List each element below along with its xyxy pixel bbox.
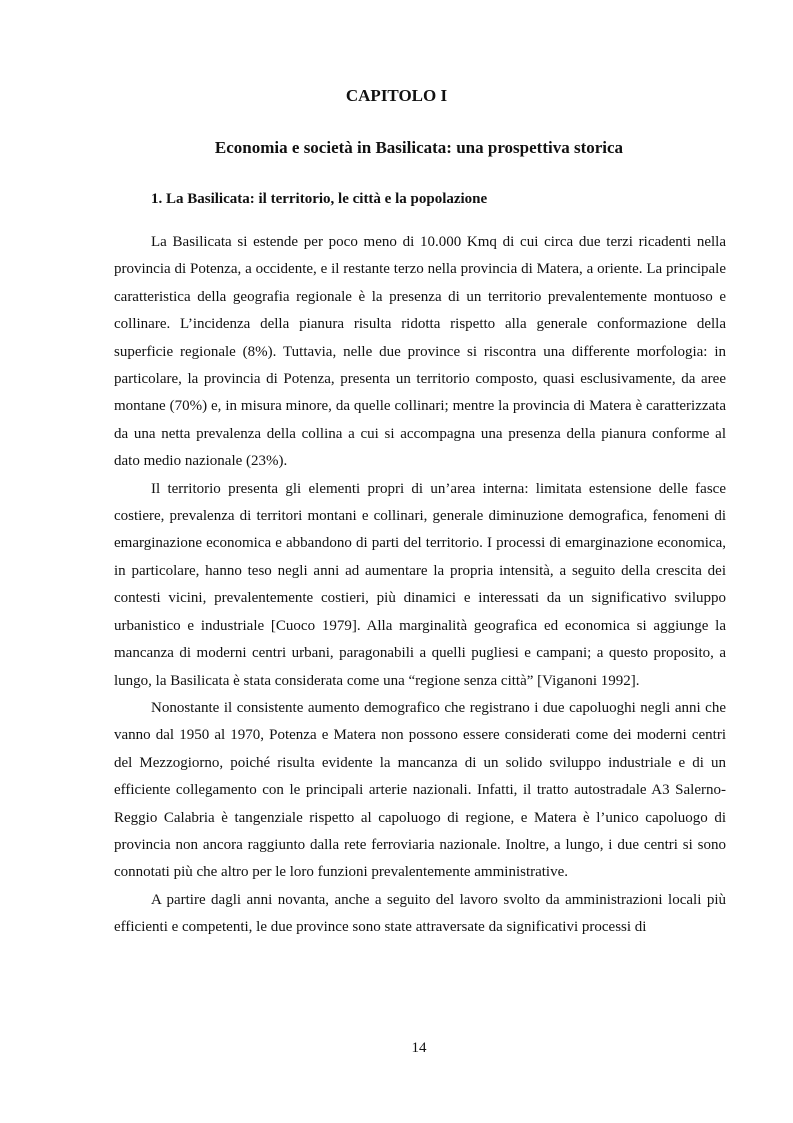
section-heading: 1. La Basilicata: il territorio, le città e la popolazione bbox=[151, 191, 488, 207]
chapter-title: Economia e società in Basilicata: una prospettiva storica bbox=[214, 138, 624, 157]
body-text bbox=[114, 229, 726, 942]
paragraph: Nonostante il consistente aumento demografico che registrano i due capoluoghi negli anni che vanno dal 1950 al 1970, Potenza e Matera non possono essere considerati come dei moderni centri del Mezzogiorno, poiché risulta evidente la mancanza di un solido sviluppo industriale e di un efficiente collegamento con le principali arterie nazionali. Infatti, il tratto autostradale A3 Salerno-Reggio Calabria è tangenziale rispetto al capoluogo di regione, e Matera è l’unico capoluogo di provincia non ancora raggiunto dalla rete ferroviaria nazionale. Inoltre, a lungo, i due centri si sono connotati più che altro per le loro funzioni prevalentemente amministrative. bbox=[114, 699, 726, 881]
chapter-label: CAPITOLO I bbox=[345, 86, 448, 105]
paragraph: La Basilicata si estende per poco meno di 10.000 Kmq di cui circa due terzi ricadenti nella provincia di Potenza, a occidente, e il restante terzo nella provincia di Matera, a oriente. La principale caratteristica della geografia regionale è la presenza di un territorio prevalentemente montuoso e collinare. L’incidenza della pianura risulta ridotta rispetto alla generale conformazione della superficie regionale (8%). Tuttavia, nelle due province si riscontra una differente morfologia: in particolare, la provincia di Potenza, presenta un territorio composto, quasi esclusivamente, da aree montane (70%) e, in misura minore, da quelle collinari; mentre la provincia di Matera è caratterizzata da una netta prevalenza della collina a cui si accompagna una presenza della pianura conforme al dato medio nazionale (23%). bbox=[114, 234, 726, 470]
paragraph: Il territorio presenta gli elementi propri di un’area interna: limitata estensione delle fasce costiere, prevalenza di territori montani e collinari, generale diminuzione demografica, fenomeni di emarginazione economica e abbandono di parti del territorio. I processi di emarginazione economica, in particolare, hanno teso negli anni ad aumentare la propria intensità, a seguito della crescita dei contesti vicini, prevalentemente costieri, più dinamici e interessati da un significativo sviluppo urbanistico e industriale [Cuoco 1979]. Alla marginalità geografica ed economica si aggiunge la mancanza di moderni centri urbani, paragonabili a quelli pugliesi e campani; a questo proposito, a lungo, la Basilicata è stata considerata come una “regione senza città” [Viganoni 1992]. bbox=[114, 480, 726, 689]
page-number: 14 bbox=[411, 1040, 427, 1056]
paragraph: A partire dagli anni novanta, anche a seguito del lavoro svolto da amministrazioni locali più efficienti e competenti, le due province sono state attraversate da significativi processi di bbox=[114, 891, 726, 936]
